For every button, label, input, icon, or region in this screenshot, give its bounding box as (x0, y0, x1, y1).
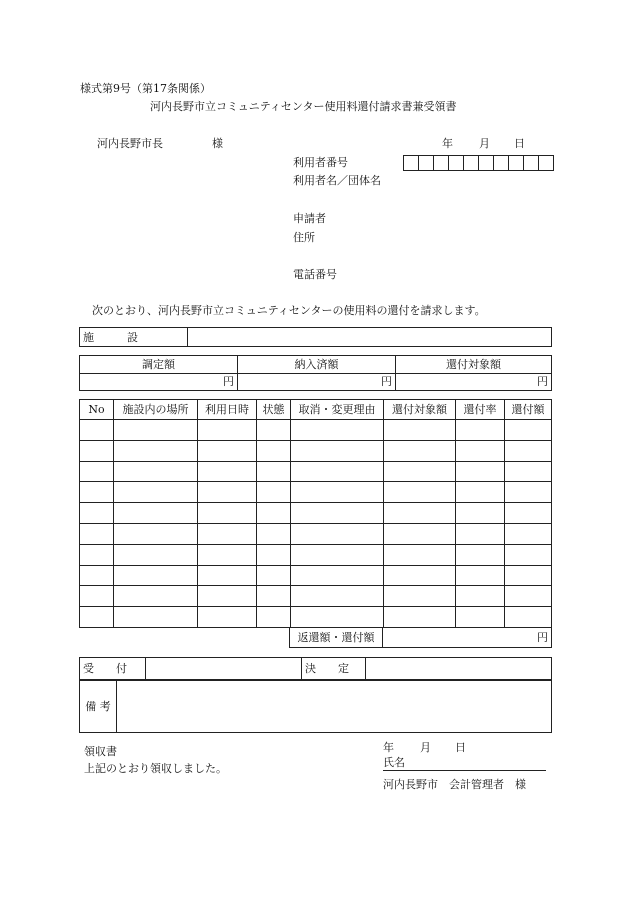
receipt-month: 月 (420, 741, 431, 754)
date-month: 月 (479, 137, 490, 150)
form-label: 様式第9号（第17条関係） (80, 82, 211, 95)
address-label: 住所 (293, 231, 315, 244)
detail-table (79, 399, 552, 628)
digit-box[interactable] (508, 155, 524, 171)
amounts-table (79, 355, 552, 391)
yen-label: 円 (537, 631, 548, 644)
facility-label: 施 設 (80, 328, 188, 347)
receipt-title: 領収書 (84, 745, 117, 758)
table-row (80, 586, 552, 607)
yen-label: 円 (537, 375, 548, 389)
total-label: 返還額・還付額 (290, 628, 383, 648)
col-refund-target-header: 還付対象額 (384, 400, 456, 420)
digit-box[interactable] (478, 155, 494, 171)
phone-label: 電話番号 (293, 268, 337, 281)
remarks-field[interactable] (117, 681, 552, 733)
table-row (80, 523, 552, 544)
signature-line[interactable] (383, 770, 546, 771)
col-no-header: No (80, 400, 114, 420)
facility-field[interactable] (188, 328, 552, 347)
col-refund-rate-header: 還付率 (456, 400, 505, 420)
yen-label: 円 (223, 375, 234, 389)
table-row (80, 503, 552, 524)
digit-box[interactable] (523, 155, 539, 171)
yen-label: 円 (381, 375, 392, 389)
refund-target-amount-header: 還付対象額 (396, 356, 552, 374)
user-number-label: 利用者番号 (293, 156, 348, 169)
digit-box[interactable] (538, 155, 554, 171)
addressee-honorific: 様 (212, 137, 223, 150)
table-row (80, 440, 552, 461)
remarks-table (79, 680, 552, 733)
digit-box[interactable] (448, 155, 464, 171)
digit-box[interactable] (463, 155, 479, 171)
assessed-amount-field[interactable] (80, 373, 238, 391)
addressee: 河内長野市長 (97, 137, 163, 150)
table-row (80, 565, 552, 586)
col-reason-header: 取消・変更理由 (291, 400, 384, 420)
user-name-label: 利用者名／団体名 (293, 174, 381, 187)
remarks-label: 備 考 (80, 681, 117, 733)
assessed-amount-header: 調定額 (80, 356, 238, 374)
receipt-year: 年 (383, 741, 394, 754)
refund-target-amount-field[interactable] (396, 373, 552, 391)
table-row (80, 482, 552, 503)
col-location-header: 施設内の場所 (114, 400, 198, 420)
intro-text: 次のとおり、河内長野市立コミュニティセンターの使用料の還付を請求します。 (92, 304, 486, 317)
reception-table (79, 657, 552, 680)
total-table (289, 627, 552, 648)
decision-field[interactable] (366, 658, 552, 680)
receipt-text: 上記のとおり領収しました。 (84, 762, 227, 775)
col-refund-amount-header: 還付額 (505, 400, 552, 420)
table-row (80, 544, 552, 565)
applicant-label: 申請者 (293, 212, 326, 225)
table-row (80, 420, 552, 441)
reception-label: 受 付 (80, 658, 146, 680)
table-row (80, 461, 552, 482)
receipt-addressee: 河内長野市 会計管理者 様 (383, 778, 526, 791)
page-title: 河内長野市立コミュニティセンター使用料還付請求書兼受領書 (150, 100, 457, 113)
digit-box[interactable] (493, 155, 509, 171)
total-amount-field[interactable] (383, 628, 552, 648)
receipt-name-label: 氏名 (383, 756, 405, 769)
user-number-boxes[interactable] (404, 155, 554, 171)
receipt-day: 日 (455, 741, 466, 754)
paid-amount-field[interactable] (238, 373, 396, 391)
reception-field[interactable] (146, 658, 302, 680)
date-day: 日 (514, 137, 525, 150)
digit-box[interactable] (418, 155, 434, 171)
col-datetime-header: 利用日時 (198, 400, 257, 420)
paid-amount-header: 納入済額 (238, 356, 396, 374)
facility-table (79, 327, 552, 347)
detail-header-row (80, 400, 552, 420)
date-year: 年 (442, 137, 453, 150)
col-status-header: 状態 (257, 400, 291, 420)
table-row (80, 607, 552, 628)
digit-box[interactable] (403, 155, 419, 171)
digit-box[interactable] (433, 155, 449, 171)
decision-label: 決 定 (302, 658, 366, 680)
